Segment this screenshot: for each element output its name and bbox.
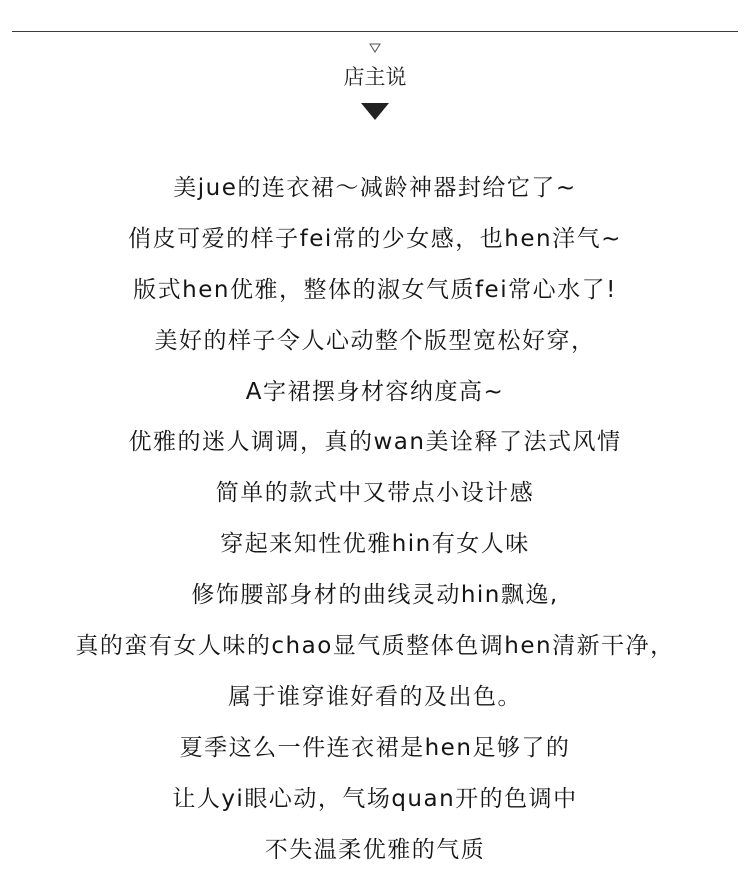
description-line: 穿起来知性优雅hin有女人味 bbox=[220, 531, 530, 558]
description-line: 修饰腰部身材的曲线灵动hin飘逸, bbox=[191, 582, 559, 609]
down-triangle-solid-icon bbox=[361, 103, 389, 120]
description-line: 简单的款式中又带点小设计感 bbox=[215, 480, 535, 507]
description-line: 夏季这么一件连衣裙是hen足够了的 bbox=[179, 734, 571, 761]
description-line: 俏皮可爱的样子fei常的少女感，也hen洋气~ bbox=[128, 225, 622, 252]
description-line: 优雅的迷人调调，真的wan美诠释了法式风情 bbox=[128, 429, 622, 456]
top-divider bbox=[12, 31, 738, 32]
description-line: A字裙摆身材容纳度高~ bbox=[245, 378, 505, 405]
description-line: 让人yi眼心动，气场quan开的色调中 bbox=[172, 785, 578, 812]
description-line: 真的蛮有女人味的chao显气质整体色调hen清新干净， bbox=[75, 633, 675, 660]
shopkeeper-description bbox=[0, 163, 750, 875]
description-line: 版式hen优雅，整体的淑女气质fei常心水了! bbox=[133, 276, 617, 303]
description-line: 美jue的连衣裙～减龄神器封给它了~ bbox=[173, 175, 577, 201]
description-line: 属于谁穿谁好看的及出色。 bbox=[228, 683, 522, 710]
description-line: 不失温柔优雅的气质 bbox=[264, 836, 486, 863]
down-triangle-outline-icon bbox=[369, 43, 381, 53]
description-line: 美好的样子令人心动整个版型宽松好穿， bbox=[154, 327, 596, 354]
section-title: 店主说 bbox=[343, 65, 407, 89]
